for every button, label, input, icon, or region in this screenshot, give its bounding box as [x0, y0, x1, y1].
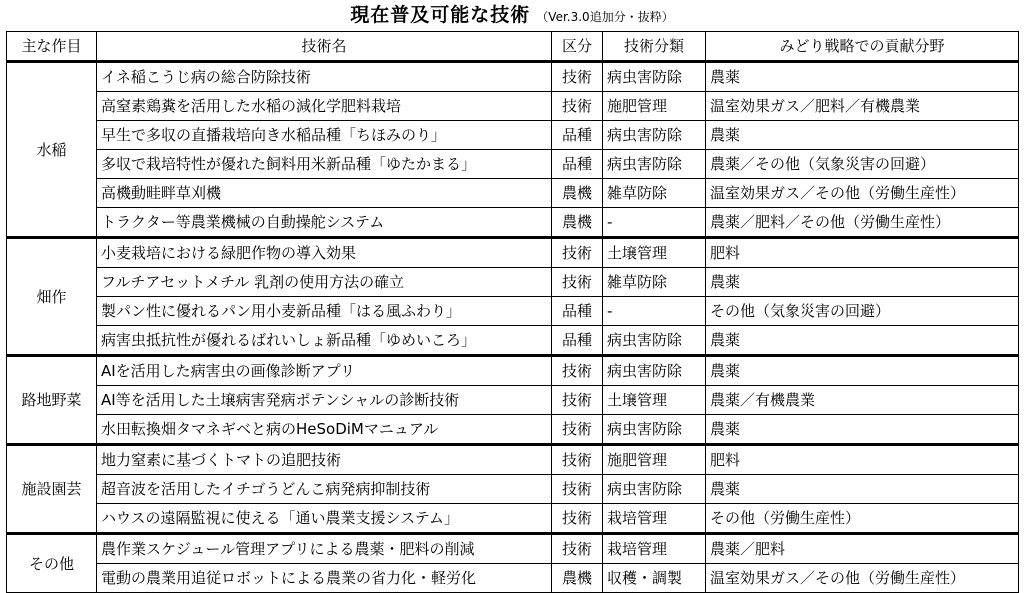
class-cell: 技術 [552, 238, 603, 268]
midori-field-cell: 温室効果ガス／その他（労働生産性） [706, 564, 1019, 593]
category-cell: - [603, 208, 706, 238]
midori-field-cell: 農薬／有機農業 [706, 386, 1019, 415]
class-cell: 技術 [552, 534, 603, 564]
table-row [7, 92, 1019, 121]
technology-table [6, 31, 1019, 593]
category-cell: 収穫・調製 [603, 564, 706, 593]
crop-cell: 水稲 [7, 62, 97, 238]
tech-name-cell: AIを活用した病害虫の画像診断アプリ [97, 356, 552, 386]
class-cell: 品種 [552, 297, 603, 326]
category-cell: 病虫害防除 [603, 150, 706, 179]
category-cell: 栽培管理 [603, 534, 706, 564]
tech-name-cell: 超音波を活用したイチゴうどんこ病発病抑制技術 [97, 475, 552, 504]
table-row [7, 238, 1019, 268]
class-cell: 技術 [552, 268, 603, 297]
class-cell: 農機 [552, 179, 603, 208]
table-row [7, 150, 1019, 179]
header-row [7, 32, 1019, 62]
midori-field-cell: 肥料 [706, 445, 1019, 475]
table-row [7, 386, 1019, 415]
tech-name-cell: 多収で栽培特性が優れた飼料用米新品種「ゆたかまる」 [97, 150, 552, 179]
tech-name-cell: イネ稲こうじ病の総合防除技術 [97, 62, 552, 92]
tech-name-cell: 農作業スケジュール管理アプリによる農薬・肥料の削減 [97, 534, 552, 564]
tech-name-cell: 早生で多収の直播栽培向き水稲品種「ちほみのり」 [97, 121, 552, 150]
header-class: 区分 [552, 32, 603, 62]
tech-name-cell: トラクター等農業機械の自動操舵システム [97, 208, 552, 238]
class-cell: 農機 [552, 208, 603, 238]
tech-name-cell: 高機動畦畔草刈機 [97, 179, 552, 208]
midori-field-cell: 農薬 [706, 326, 1019, 356]
header-crop: 主な作目 [7, 32, 97, 62]
table-row [7, 179, 1019, 208]
midori-field-cell: その他（気象災害の回避） [706, 297, 1019, 326]
header-tech-name: 技術名 [97, 32, 552, 62]
class-cell: 技術 [552, 475, 603, 504]
table-row [7, 208, 1019, 238]
table-row [7, 121, 1019, 150]
midori-field-cell: 農薬 [706, 356, 1019, 386]
midori-field-cell: 農薬 [706, 268, 1019, 297]
title-main: 現在普及可能な技術 [350, 4, 531, 26]
tech-name-cell: 電動の農業用追従ロボットによる農業の省力化・軽労化 [97, 564, 552, 593]
category-cell: 土壌管理 [603, 238, 706, 268]
class-cell: 技術 [552, 415, 603, 445]
crop-cell: 路地野菜 [7, 356, 97, 445]
tech-name-cell: 製パン性に優れるパン用小麦新品種「はる風ふわり」 [97, 297, 552, 326]
midori-field-cell: 農薬／肥料 [706, 534, 1019, 564]
table-row [7, 445, 1019, 475]
midori-field-cell: 農薬 [706, 475, 1019, 504]
table-row [7, 415, 1019, 445]
table-row [7, 268, 1019, 297]
midori-field-cell: その他（労働生産性） [706, 504, 1019, 534]
category-cell: 施肥管理 [603, 92, 706, 121]
crop-cell: 施設園芸 [7, 445, 97, 534]
tech-name-cell: 地力窒素に基づくトマトの追肥技術 [97, 445, 552, 475]
category-cell: 病虫害防除 [603, 356, 706, 386]
tech-name-cell: AI等を活用した土壌病害発病ポテンシャルの診断技術 [97, 386, 552, 415]
header-midori-field: みどり戦略での貢献分野 [706, 32, 1019, 62]
table-body [7, 62, 1019, 593]
category-cell: 病虫害防除 [603, 475, 706, 504]
crop-cell: その他 [7, 534, 97, 593]
crop-cell: 畑作 [7, 238, 97, 356]
table-row [7, 62, 1019, 92]
title-version-note: （Ver.3.0追加分・抜粋） [536, 10, 674, 24]
tech-name-cell: ハウスの遠隔監視に使える「通い農業支援システム」 [97, 504, 552, 534]
midori-field-cell: 農薬 [706, 121, 1019, 150]
midori-field-cell: 農薬 [706, 62, 1019, 92]
midori-field-cell: 農薬／その他（気象災害の回避） [706, 150, 1019, 179]
class-cell: 農機 [552, 564, 603, 593]
category-cell: 土壌管理 [603, 386, 706, 415]
table-row [7, 504, 1019, 534]
table-row [7, 564, 1019, 593]
midori-field-cell: 温室効果ガス／その他（労働生産性） [706, 179, 1019, 208]
class-cell: 技術 [552, 92, 603, 121]
table-row [7, 475, 1019, 504]
table-row [7, 534, 1019, 564]
class-cell: 品種 [552, 150, 603, 179]
tech-name-cell: フルチアセットメチル 乳剤の使用方法の確立 [97, 268, 552, 297]
table-row [7, 356, 1019, 386]
category-cell: 雑草防除 [603, 179, 706, 208]
category-cell: 病虫害防除 [603, 62, 706, 92]
category-cell: 雑草防除 [603, 268, 706, 297]
category-cell: 栽培管理 [603, 504, 706, 534]
document-title [0, 0, 1024, 30]
category-cell: 病虫害防除 [603, 326, 706, 356]
class-cell: 技術 [552, 386, 603, 415]
category-cell: - [603, 297, 706, 326]
tech-name-cell: 水田転換畑タマネギベと病のHeSoDiMマニュアル [97, 415, 552, 445]
midori-field-cell: 農薬／肥料／その他（労働生産性） [706, 208, 1019, 238]
midori-field-cell: 肥料 [706, 238, 1019, 268]
tech-name-cell: 病害虫抵抗性が優れるばれいしょ新品種「ゆめいころ」 [97, 326, 552, 356]
tech-name-cell: 小麦栽培における緑肥作物の導入効果 [97, 238, 552, 268]
class-cell: 技術 [552, 504, 603, 534]
header-category: 技術分類 [603, 32, 706, 62]
midori-field-cell: 温室効果ガス／肥料／有機農業 [706, 92, 1019, 121]
class-cell: 品種 [552, 326, 603, 356]
class-cell: 技術 [552, 356, 603, 386]
class-cell: 技術 [552, 62, 603, 92]
category-cell: 病虫害防除 [603, 121, 706, 150]
class-cell: 技術 [552, 445, 603, 475]
table-row [7, 297, 1019, 326]
category-cell: 施肥管理 [603, 445, 706, 475]
table-row [7, 326, 1019, 356]
class-cell: 品種 [552, 121, 603, 150]
midori-field-cell: 農薬 [706, 415, 1019, 445]
tech-name-cell: 高窒素鶏糞を活用した水稲の減化学肥料栽培 [97, 92, 552, 121]
category-cell: 病虫害防除 [603, 415, 706, 445]
table-header [7, 32, 1019, 62]
